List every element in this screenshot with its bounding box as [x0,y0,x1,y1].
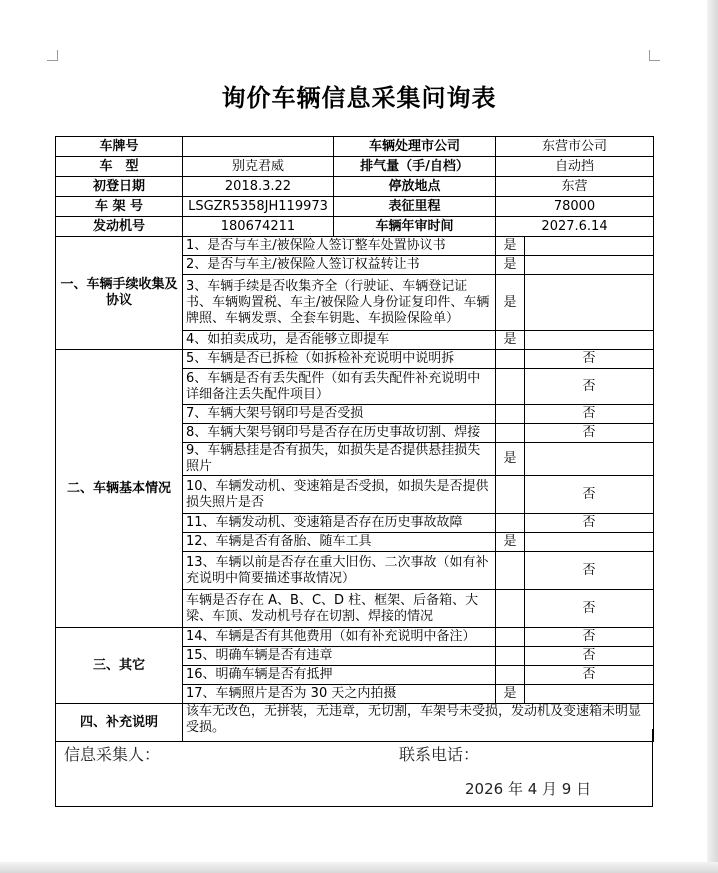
question-text: 16、明确车辆是否有抵押 [183,666,496,685]
question-text: 14、车辆是否有其他费用（如有补充说明中备注） [183,628,496,647]
section-3-title: 三、其它 [56,628,183,704]
answer-yes[interactable] [496,552,525,590]
answer-no[interactable]: 否 [525,666,654,685]
location-value[interactable]: 东营 [496,177,654,197]
vin-label: 车 架 号 [56,197,183,217]
section-4-title: 四、补充说明 [56,704,183,742]
answer-yes[interactable]: 是 [496,685,525,704]
answer-no[interactable]: 否 [525,647,654,666]
first-reg-label: 初登日期 [56,177,183,197]
crop-mark-top-right [649,50,660,61]
vin-value[interactable]: LSGZR5358JH119973 [183,197,334,217]
answer-yes[interactable] [496,369,525,405]
answer-no[interactable]: 否 [525,405,654,424]
page-title: 询价车辆信息采集问询表 [221,84,497,112]
inspection-value[interactable]: 2027.6.14 [496,217,654,237]
displacement-value[interactable]: 自动挡 [496,157,654,177]
form-date: 2026 年 4 月 9 日 [465,780,592,798]
answer-yes[interactable] [496,350,525,369]
question-text: 10、车辆发动机、变速箱是否受损，如损失是否提供损失照片是否 [183,476,496,514]
signature-area [55,729,653,807]
section-2-title: 二、车辆基本情况 [56,350,183,628]
row-model [56,157,654,177]
mileage-value[interactable]: 78000 [496,197,654,217]
engine-label: 发动机号 [56,217,183,237]
question-row [56,628,654,647]
question-text: 8、车辆大架号钢印号是否存在历史事故切割、焊接 [183,424,496,443]
question-row [56,237,654,256]
answer-no[interactable] [525,256,654,275]
answer-yes[interactable]: 是 [496,256,525,275]
answer-no[interactable]: 否 [525,628,654,647]
answer-yes[interactable] [496,590,525,628]
answer-no[interactable] [525,685,654,704]
question-text: 15、明确车辆是否有违章 [183,647,496,666]
answer-yes[interactable] [496,424,525,443]
city-value[interactable]: 东营市公司 [496,137,654,157]
question-text: 7、车辆大架号钢印号是否受损 [183,405,496,424]
answer-no[interactable] [525,275,654,331]
answer-no[interactable]: 否 [525,552,654,590]
question-text: 13、车辆以前是否存在重大旧伤、二次事故（如有补充说明中简要描述事故情况） [183,552,496,590]
answer-yes[interactable] [496,666,525,685]
question-text: 3、车辆手续是否收集齐全（行驶证、车辆登记证书、车辆购置税、车主/被保险人身份证复印件、车辆牌照、车辆发票、全套车钥匙、车损险保险单） [183,275,496,331]
answer-yes[interactable] [496,405,525,424]
question-text: 车辆是否存在 A、B、C、D 柱、框架、后备箱、大梁、车顶、发动机号存在切割、焊接的情况 [183,590,496,628]
supplement-text[interactable]: 该车无改色，无拼装，无违章，无切割，车架号未受损，发动机及变速箱未明显受损。 [183,704,654,742]
row-engine [56,217,654,237]
question-text: 1、是否与车主/被保险人签订整车处置协议书 [183,237,496,256]
page-shadow-bottom [0,862,718,873]
question-text: 6、车辆是否有丢失配件（如有丢失配件补充说明中详细备注丢失配件项目） [183,369,496,405]
first-reg-value[interactable]: 2018.3.22 [183,177,334,197]
answer-no[interactable] [525,533,654,552]
row-plate [56,137,654,157]
question-text: 5、车辆是否已拆检（如拆检补充说明中说明拆 [183,350,496,369]
collector-label: 信息采集人： [64,745,161,764]
answer-yes[interactable] [496,514,525,533]
answer-no[interactable]: 否 [525,476,654,514]
answer-no[interactable] [525,443,654,476]
answer-yes[interactable]: 是 [496,443,525,476]
page-shadow-right [707,0,718,873]
answer-yes[interactable]: 是 [496,331,525,350]
city-label: 车辆处理市公司 [334,137,496,157]
inquiry-form-table [55,136,654,742]
answer-no[interactable] [525,237,654,256]
phone-label: 联系电话： [399,745,480,764]
model-value[interactable]: 别克君威 [183,157,334,177]
location-label: 停放地点 [334,177,496,197]
answer-no[interactable]: 否 [525,350,654,369]
crop-mark-top-left [47,50,58,61]
question-row [56,350,654,369]
question-text: 4、如拍卖成功，是否能够立即提车 [183,331,496,350]
answer-no[interactable]: 否 [525,514,654,533]
row-vin [56,197,654,217]
question-text: 17、车辆照片是否为 30 天之内拍摄 [183,685,496,704]
answer-yes[interactable] [496,628,525,647]
answer-yes[interactable] [496,647,525,666]
mileage-label: 表征里程 [334,197,496,217]
row-first-reg [56,177,654,197]
plate-label: 车牌号 [56,137,183,157]
question-text: 2、是否与车主/被保险人签订权益转让书 [183,256,496,275]
answer-yes[interactable]: 是 [496,275,525,331]
section-1-title: 一、车辆手续收集及协议 [56,237,183,350]
answer-yes[interactable]: 是 [496,237,525,256]
plate-value[interactable] [183,137,334,157]
answer-no[interactable]: 否 [525,369,654,405]
displacement-label: 排气量（手/自档） [334,157,496,177]
model-label: 车 型 [56,157,183,177]
question-text: 9、车辆悬挂是否有损失，如损失是否提供悬挂损失照片 [183,443,496,476]
question-text: 11、车辆发动机、变速箱是否存在历史事故故障 [183,514,496,533]
answer-no[interactable]: 否 [525,590,654,628]
question-text: 12、车辆是否有备胎、随车工具 [183,533,496,552]
answer-yes[interactable] [496,476,525,514]
answer-no[interactable] [525,331,654,350]
answer-no[interactable]: 否 [525,424,654,443]
answer-yes[interactable]: 是 [496,533,525,552]
inspection-label: 车辆年审时间 [334,217,496,237]
engine-value[interactable]: 180674211 [183,217,334,237]
